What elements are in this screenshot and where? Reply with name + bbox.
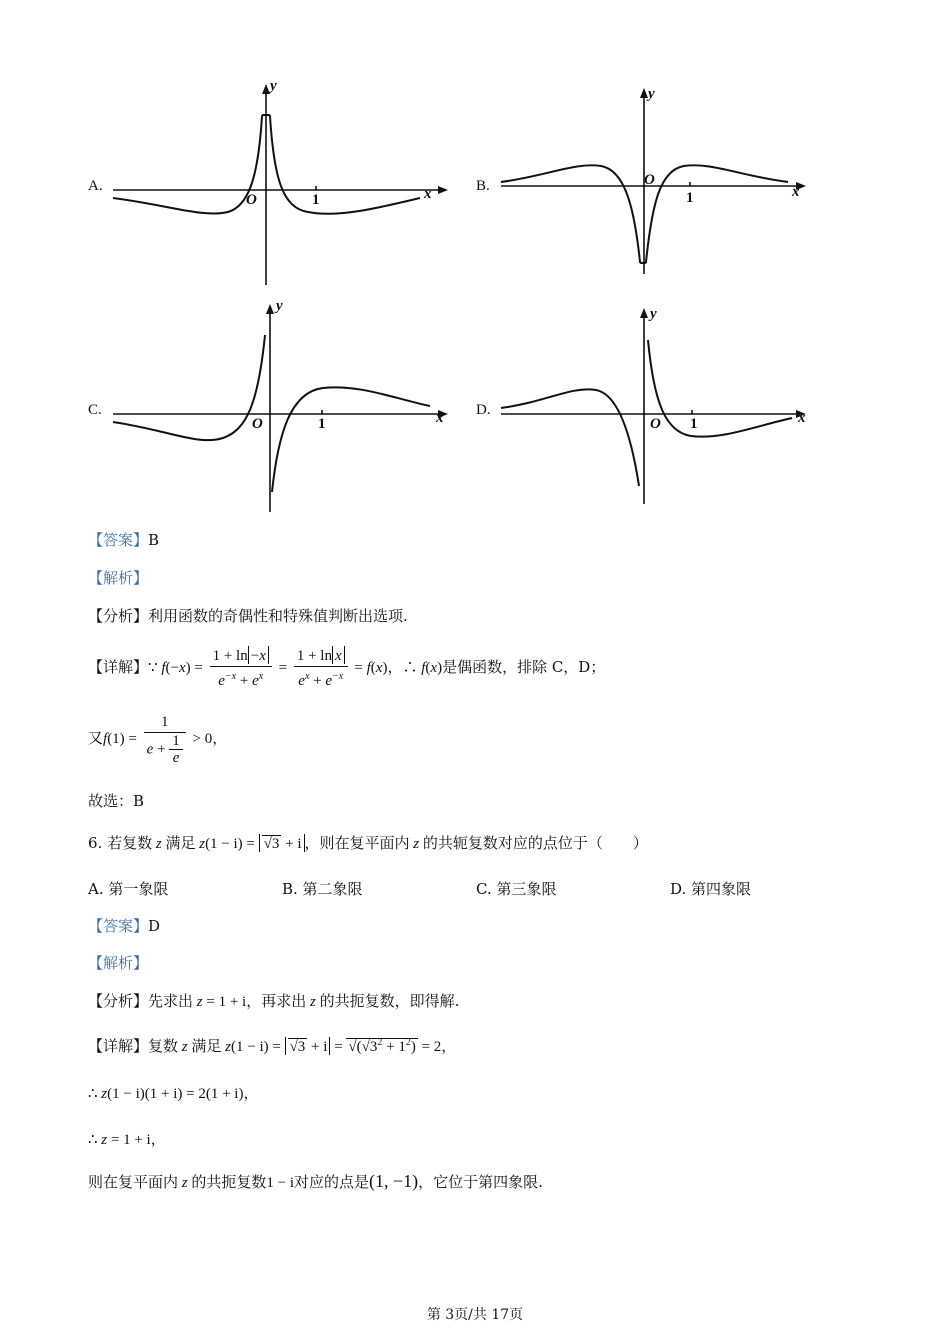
q6-option-a: A. 第一象限 [88, 880, 169, 898]
q6-step-2: ∴ z = 1 + i， [88, 1132, 166, 1148]
q6-number: 6. [88, 834, 103, 852]
q5-analysis [88, 567, 148, 589]
q6-final: 则在复平面内 z 的共扼复数1 − i对应的点是(1, −1)，它位于第四象限. [88, 1171, 543, 1191]
q6-analysis-tag: 【解析】 [88, 954, 149, 972]
graph-b-label: B. [476, 178, 490, 194]
q5-again-word: 又 [88, 729, 104, 747]
q5-detail-end: 是偶函数，排除 C，D； [442, 658, 606, 676]
q6-fenxi-c: 的共扼复数，即得解. [319, 992, 460, 1010]
q6-stem-a: 若复数 [107, 834, 153, 852]
q6-option-d: D. 第四象限 [670, 880, 752, 898]
q6-stem-d: 的共轭复数对应的点位于（ ） [422, 834, 648, 852]
graph-d [496, 304, 806, 514]
q5-answer-value: B [148, 531, 160, 549]
q5-detail [88, 645, 605, 691]
graph-d-y-label: y [650, 306, 657, 322]
q6-final-c: 对应的点是 [294, 1173, 370, 1191]
graph-d-origin: O [650, 416, 661, 432]
q6-answer-tag: 【答案】 [88, 917, 149, 935]
q5-conclusion-text: 故选：B [88, 792, 145, 810]
q6-final-b: 的共扼复数 [191, 1173, 267, 1191]
q6-answer [88, 915, 160, 937]
q5-detail-tag: 【详解】 [88, 658, 149, 676]
q5-fenxi [88, 605, 408, 627]
graph-d-label: D. [476, 402, 491, 418]
q6-fenxi: 【分析】先求出 z = 1 + i，再求出 z 的共扼复数，即得解. [88, 992, 460, 1010]
q6-step-1: ∴ z(1 − i)(1 + i) = 2(1 + i)， [88, 1086, 259, 1102]
q6-option-b: B. 第二象限 [282, 880, 363, 898]
q6-stem-formula: z(1 − i) = √3 + i [195, 834, 304, 852]
q6-stem-c: ，则在复平面内 [304, 834, 410, 852]
q6-detail-tag: 【详解】 [88, 1037, 149, 1055]
q6-fenxi-tag: 【分析】 [88, 992, 149, 1010]
graph-d-tick: 1 [690, 416, 698, 432]
graph-d-x-label: x [798, 410, 806, 426]
q5-again-formula: f(1) = 1 e + $\frac{1}{e}$ > 0， [103, 714, 228, 766]
q5-again [88, 712, 227, 766]
q6-detail-b: 满足 [191, 1037, 222, 1055]
graph-c-origin: O [252, 416, 263, 432]
q5-answer-tag: 【答案】 [88, 531, 149, 549]
graph-a-y-label: y [270, 78, 277, 94]
graph-c-x-label: x [436, 410, 444, 426]
graph-b-x-label: x [792, 184, 800, 200]
graph-a-x-label: x [424, 186, 432, 202]
q6-answer-value: D [148, 917, 161, 935]
q6-final-d: ，它位于第四象限. [418, 1173, 543, 1191]
q6-stem-b: 满足 [165, 834, 196, 852]
q6-detail-a: 复数 [148, 1037, 179, 1055]
q6-final-a: 则在复平面内 [88, 1173, 179, 1191]
graph-a-origin: O [246, 192, 257, 208]
graph-c-tick: 1 [318, 416, 326, 432]
q5-answer [88, 529, 159, 551]
graph-a [108, 80, 448, 290]
q5-fenxi-text: 利用函数的奇偶性和特殊值判断出选项. [148, 607, 408, 625]
q5-analysis-tag: 【解析】 [88, 569, 149, 587]
graph-b-y-label: y [648, 86, 655, 102]
q6-fenxi-b: ，再求出 [246, 992, 307, 1010]
q5-conclusion [88, 790, 144, 812]
page-footer: 第 3页/共 17页 [426, 1307, 524, 1323]
q6-detail-formula: $z(1 - i) = √3 + i = √(√3^2 + 1^2) = 2$， [221, 1037, 457, 1055]
q6-fenxi-a: 先求出 [148, 992, 194, 1010]
q6-detail: 【详解】复数 z 满足 $z(1 - i) = √3 + i = √(√3^2 + 1^2) = 2$， [88, 1037, 457, 1055]
graph-b-origin: O [644, 172, 655, 188]
graph-c-label: C. [88, 402, 102, 418]
q5-detail-formula: ∵ f(−x) = $\frac{1 + \ln -x}{e^{-x} + e^x}$ = $\frac{\text{1 + ln x}}{e^x + e^{-x}}$ = f(x)，∴ f(x) [148, 658, 442, 676]
graph-a-tick: 1 [312, 192, 320, 208]
q6-option-c: C. 第三象限 [476, 880, 557, 898]
graph-c [108, 300, 448, 520]
q5-fenxi-tag: 【分析】 [88, 607, 149, 625]
q6-analysis [88, 952, 148, 974]
graph-c-y-label: y [276, 298, 283, 314]
q6-stem: 6. 若复数 z 满足 z(1 − i) = √3 + i ，则在复平面内 z 的共轭复数对应的点位于（ ） [88, 834, 648, 852]
graph-b-tick: 1 [686, 190, 694, 206]
graph-a-label: A. [88, 178, 103, 194]
